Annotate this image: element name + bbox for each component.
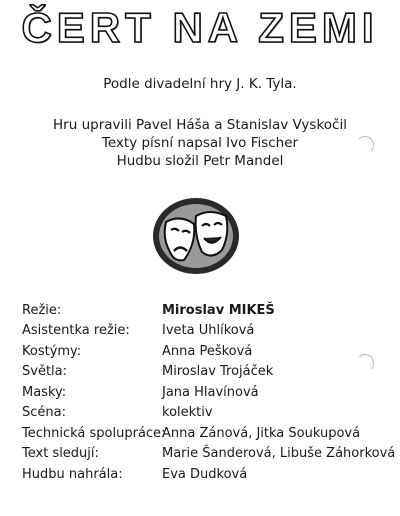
credit-line: Texty písní napsal Ivo Fischer: [101, 135, 299, 151]
theatre-masks-icon: [152, 196, 240, 276]
crew-role: Světla:: [22, 364, 67, 380]
subtitle: [0, 76, 400, 92]
crew-row: [22, 423, 392, 444]
page-title: ČERT NA ZEMI: [21, 4, 379, 51]
crew-name: Jana Hlavínová: [162, 384, 259, 400]
punch-hole-icon: [356, 136, 374, 154]
crew-role: Kostýmy:: [22, 343, 82, 359]
crew-role: Scéna:: [22, 405, 66, 421]
crew-name: kolektiv: [162, 405, 213, 421]
crew-name: Eva Dudková: [162, 466, 248, 482]
crew-name: Anna Zánová, Jitka Soukupová: [162, 425, 361, 441]
crew-list: [22, 300, 396, 485]
crew-row: [22, 403, 392, 424]
crew-role: Režie:: [22, 302, 62, 318]
crew-role: Asistentka režie:: [22, 323, 130, 339]
credit-line: Hudbu složil Petr Mandel: [116, 153, 284, 169]
crew-name: Miroslav Trojáček: [162, 364, 274, 380]
crew-row: [22, 321, 392, 342]
crew-row: [22, 341, 392, 362]
crew-role: Text sledují:: [22, 446, 99, 462]
crew-name: Marie Šanderová, Libuše Záhorková: [162, 446, 396, 462]
credit-line: Hru upravili Pavel Háša a Stanislav Vyskočil: [53, 117, 347, 133]
crew-row: [22, 300, 392, 321]
credits-block: [0, 116, 400, 170]
crew-row: [22, 382, 392, 403]
crew-row: [22, 444, 396, 465]
crew-name: Iveta Uhlíková: [162, 323, 255, 339]
crew-role: Hudbu nahrála:: [22, 466, 123, 482]
crew-row: [22, 362, 392, 383]
crew-row: [22, 464, 392, 485]
crew-name: Anna Pešková: [162, 343, 253, 359]
subtitle-line: Podle divadelní hry J. K. Tyla.: [103, 76, 297, 92]
crew-name: Miroslav MIKEŠ: [162, 302, 275, 318]
crew-role: Masky:: [22, 384, 67, 400]
crew-role: Technická spolupráce:: [22, 425, 166, 441]
